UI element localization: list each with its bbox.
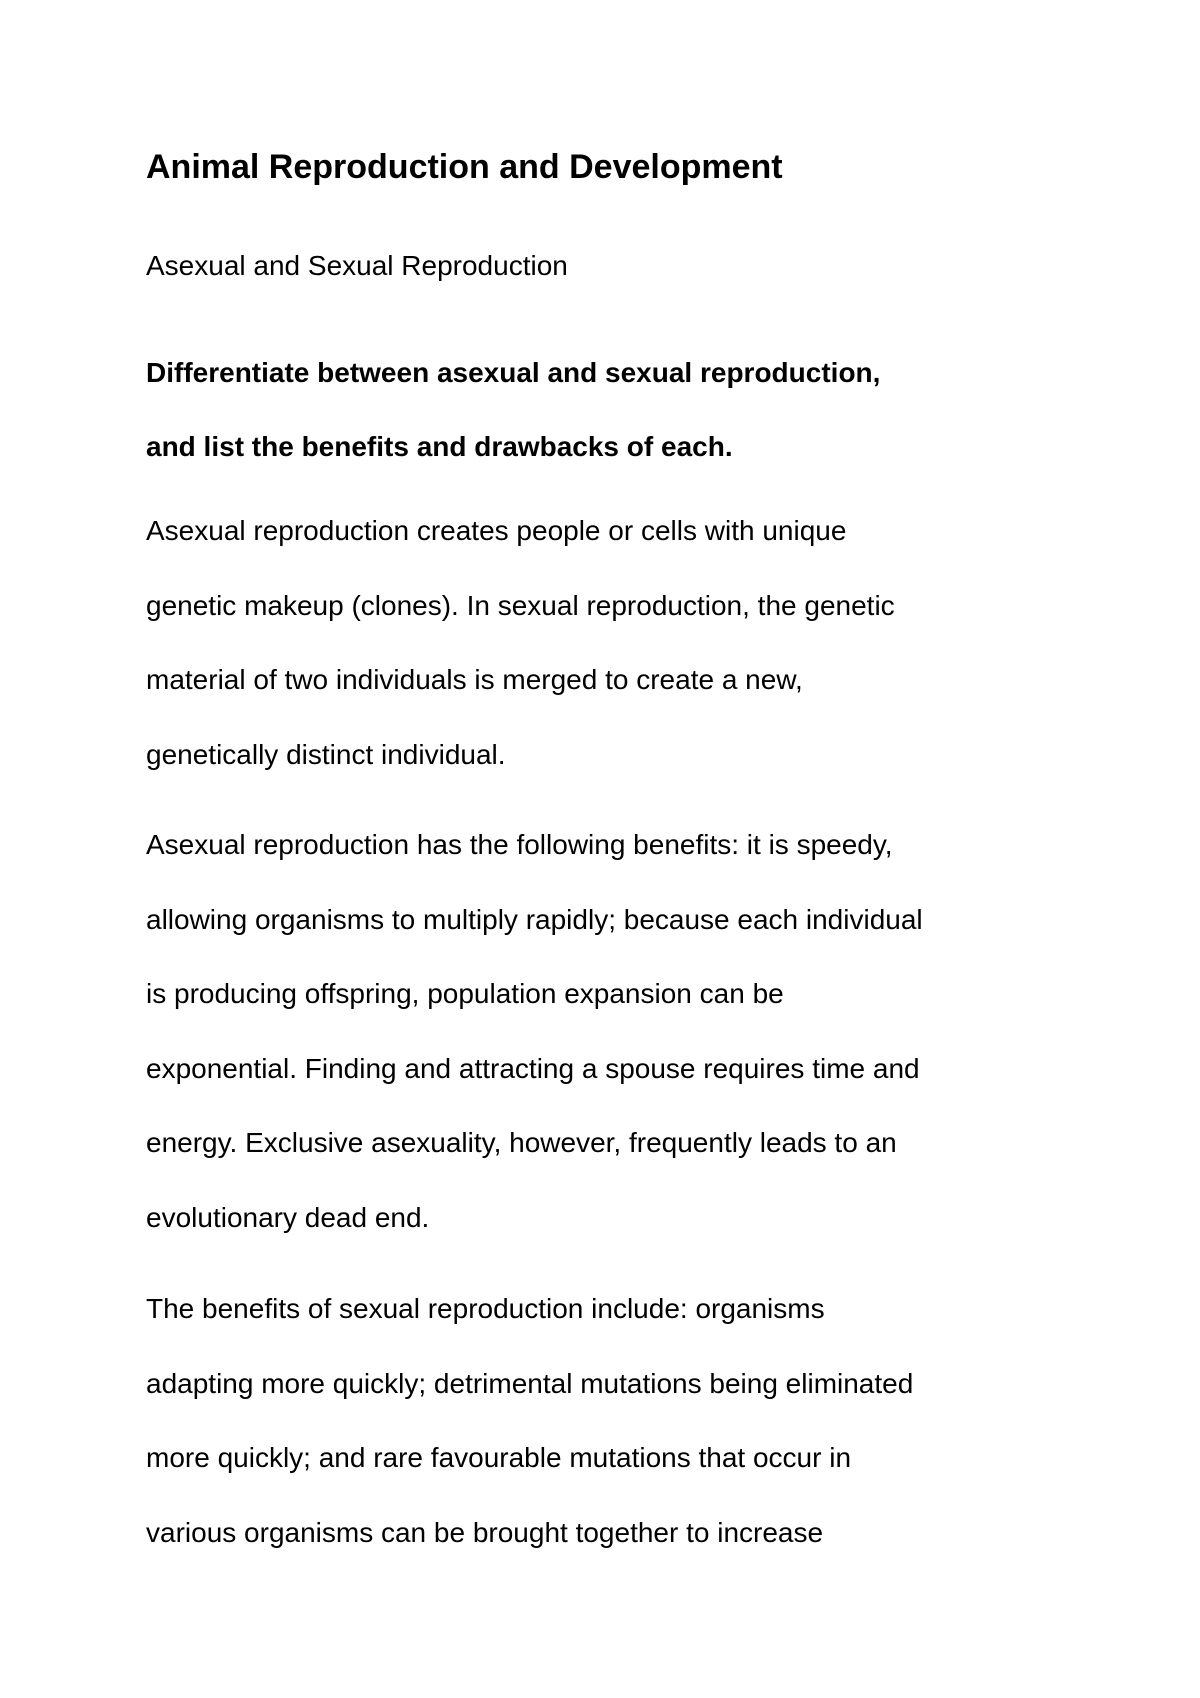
paragraph-line: material of two individuals is merged to create a new, — [146, 664, 803, 695]
section-subtitle: Asexual and Sexual Reproduction — [146, 250, 568, 281]
paragraph-line: energy. Exclusive asexuality, however, frequently leads to an — [146, 1127, 897, 1158]
paragraph-line: genetic makeup (clones). In sexual reproduction, the genetic — [146, 589, 895, 621]
paragraph-line: more quickly; and rare favourable mutations that occur in — [146, 1442, 852, 1473]
paragraph-line: The benefits of sexual reproduction include: organisms — [146, 1293, 825, 1324]
document-title: Animal Reproduction and Development — [146, 148, 783, 186]
paragraph-line: exponential. Finding and attracting a spouse requires time and — [146, 1052, 920, 1084]
paragraph-asexual-benefits — [146, 808, 1066, 1255]
question-line: and list the benefits and drawbacks of each. — [146, 431, 733, 462]
question-line: Differentiate between asexual and sexual reproduction, — [146, 357, 881, 388]
paragraph-line: is producing offspring, population expansion can be — [146, 978, 784, 1009]
paragraph-line: Asexual reproduction has the following benefits: it is speedy, — [146, 829, 893, 860]
paragraph-sexual-benefits — [146, 1272, 1066, 1570]
paragraph-line: various organisms can be brought together to increase — [146, 1516, 824, 1548]
paragraph-line: adapting more quickly; detrimental mutations being eliminated — [146, 1367, 914, 1399]
paragraph-line: genetically distinct individual. — [146, 738, 506, 770]
paragraph-line: allowing organisms to multiply rapidly; because each individual — [146, 903, 923, 935]
paragraph-definition — [146, 494, 1066, 792]
question-heading — [146, 336, 1066, 484]
paragraph-line: Asexual reproduction creates people or cells with unique — [146, 515, 847, 546]
paragraph-line: evolutionary dead end. — [146, 1201, 430, 1233]
